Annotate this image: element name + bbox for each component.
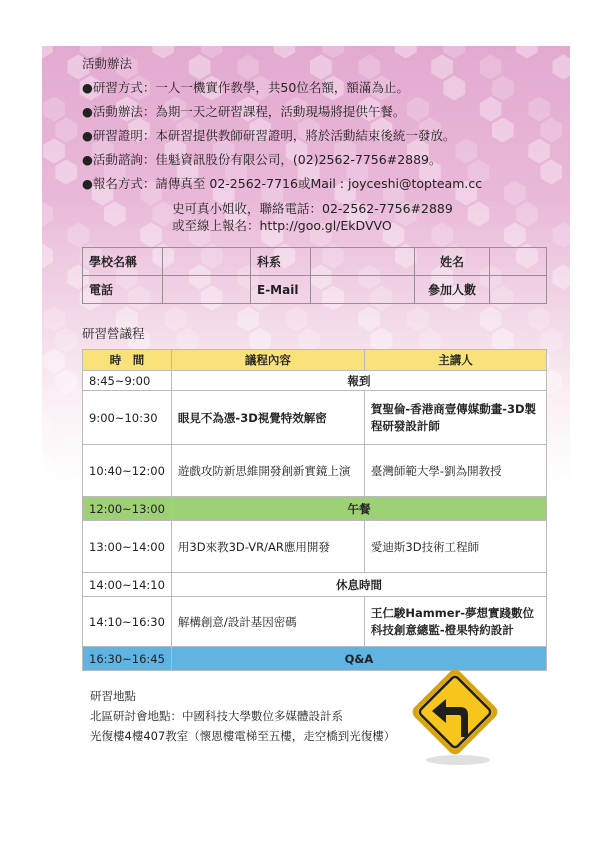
table-row <box>83 371 547 391</box>
name-label: 姓名 <box>415 248 490 276</box>
activity-heading: 活動辦法 <box>82 56 133 71</box>
row-topic: 用3D來教3D-VR/AR應用開發 <box>171 521 364 573</box>
phone-label: 電話 <box>83 276 163 304</box>
attendees-label: 參加人數 <box>415 276 490 304</box>
subject-label: 科系 <box>251 248 311 276</box>
registration-form <box>82 247 547 304</box>
schedule-header-row <box>83 350 547 371</box>
row-speaker: 王仁駿Hammer-夢想實踐數位科技創意總監-橙果特約設計 <box>364 597 546 647</box>
row-topic: 眼見不為憑-3D視覺特效解密 <box>171 391 364 445</box>
phone-field[interactable] <box>163 276 251 304</box>
row-speaker: 臺灣師範大學-劉為開教授 <box>364 445 546 497</box>
row-time: 10:40~12:00 <box>83 445 172 497</box>
row-time: 14:00~14:10 <box>83 573 172 597</box>
row-merged: 報到 <box>171 371 546 391</box>
row-speaker: 愛迪斯3D技術工程師 <box>364 521 546 573</box>
row-time: 16:30~16:45 <box>83 647 172 671</box>
activity-item-method: ●研習方式：一人一機實作教學，共50位名額，額滿為止。 <box>82 80 409 95</box>
table-row <box>83 573 547 597</box>
venue-heading: 研習地點 <box>90 689 136 703</box>
activity-item-rule: ●活動辦法：為期一天之研習課程，活動現場將提供午餐。 <box>82 104 406 119</box>
name-field[interactable] <box>490 248 547 276</box>
turn-left-arrow-sign-icon <box>406 667 506 767</box>
activity-item-certificate: ●研習證明：本研習提供教師研習證明，將於活動結束後統一發放。 <box>82 128 456 143</box>
row-topic: 遊戲攻防新思維開發創新實鏡上演 <box>171 445 364 497</box>
contact-line: 史可真小姐收，聯絡電話：02-2562-7756#2889 <box>172 201 453 216</box>
activity-item-register: ●報名方式：請傳真至 02-2562-7716或Mail : joyceshi@topteam.cc <box>82 176 483 191</box>
email-label: E-Mail <box>251 276 311 304</box>
topic-header: 議程內容 <box>171 350 364 371</box>
attendees-field[interactable] <box>490 276 547 304</box>
table-row <box>83 391 547 445</box>
row-merged: 午餐 <box>171 497 546 521</box>
row-merged: Q&A <box>171 647 546 671</box>
school-field[interactable] <box>163 248 251 276</box>
table-row <box>83 597 547 647</box>
row-time: 9:00~10:30 <box>83 391 172 445</box>
activity-item-inquiry: ●活動諮詢：佳魁資訊股份有限公司，(02)2562-7756#2889。 <box>82 152 442 167</box>
venue-line-1: 北區研討會地點：中國科技大學數位多媒體設計系 <box>90 709 343 723</box>
row-time: 8:45~9:00 <box>83 371 172 391</box>
row-time: 12:00~13:00 <box>83 497 172 521</box>
schedule-heading: 研習營議程 <box>82 326 145 341</box>
subject-field[interactable] <box>311 248 415 276</box>
row-topic: 解構創意/設計基因密碼 <box>171 597 364 647</box>
table-row <box>83 497 547 521</box>
email-field[interactable] <box>311 276 415 304</box>
row-merged: 休息時間 <box>171 573 546 597</box>
row-speaker: 賀聖倫-香港商壹傳媒動畫-3D製程研發設計師 <box>364 391 546 445</box>
school-label: 學校名稱 <box>83 248 163 276</box>
speaker-header: 主講人 <box>364 350 546 371</box>
row-time: 14:10~16:30 <box>83 597 172 647</box>
online-register-line: 或至線上報名：http://goo.gl/EkDVVO <box>172 218 392 233</box>
table-row <box>83 445 547 497</box>
venue-line-2: 光復樓4樓407教室（懷恩樓電梯至五樓，走空橋到光復樓） <box>90 729 396 743</box>
time-header: 時 間 <box>83 350 172 371</box>
row-time: 13:00~14:00 <box>83 521 172 573</box>
schedule-table <box>82 349 547 671</box>
table-row <box>83 521 547 573</box>
